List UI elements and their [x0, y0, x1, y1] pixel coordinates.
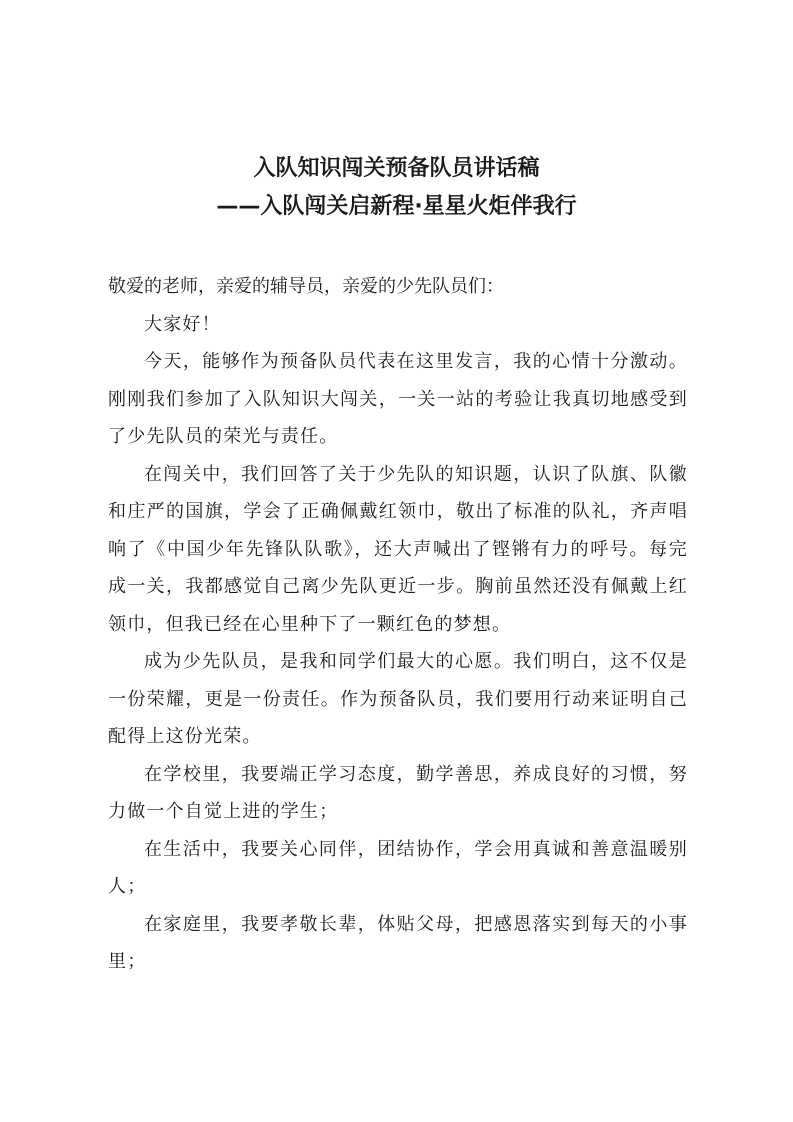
paragraph-life: 在生活中，我要关心同伴，团结协作，学会用真诚和善意温暖别人；	[108, 838, 688, 897]
document-subtitle: ——入队闯关启新程·星星火炬伴我行	[216, 194, 577, 219]
paragraph-school: 在学校里，我要端正学习态度，勤学善思，养成良好的习惯，努力做一个自觉上进的学生；	[108, 763, 688, 822]
paragraph-family: 在家庭里，我要孝敬长辈，体贴父母，把感恩落实到每天的小事里；	[108, 913, 688, 972]
title-block	[0, 152, 793, 224]
speech-body	[108, 268, 688, 981]
paragraph-intro: 今天，能够作为预备队员代表在这里发言，我的心情十分激动。刚刚我们参加了入队知识大闯关，一关一站的考验让我真切地感受到了少先队员的荣光与责任。	[108, 351, 688, 447]
paragraph-greeting: 大家好！	[144, 313, 221, 335]
salutation: 敬爱的老师，亲爱的辅导员，亲爱的少先队员们：	[108, 276, 504, 297]
document-title: 入队知识闯关预备队员讲话稿	[253, 156, 540, 181]
paragraph-wish: 成为少先队员，是我和同学们最大的心愿。我们明白，这不仅是一份荣耀，更是一份责任。作为预备队员，我们要用行动来证明自己配得上这份光荣。	[108, 651, 688, 747]
paragraph-challenge: 在闯关中，我们回答了关于少先队的知识题，认识了队旗、队徽和庄严的国旗，学会了正确佩戴红领巾，敬出了标准的队礼，齐声唱响了《中国少年先锋队队歌》，还大声喊出了铿锵有力的呼号。每完成一关，我都感觉自己离少先队更近一步。胸前虽然还没有佩戴上红领巾，但我已经在心里种下了一颗红色的梦想。	[108, 463, 688, 635]
